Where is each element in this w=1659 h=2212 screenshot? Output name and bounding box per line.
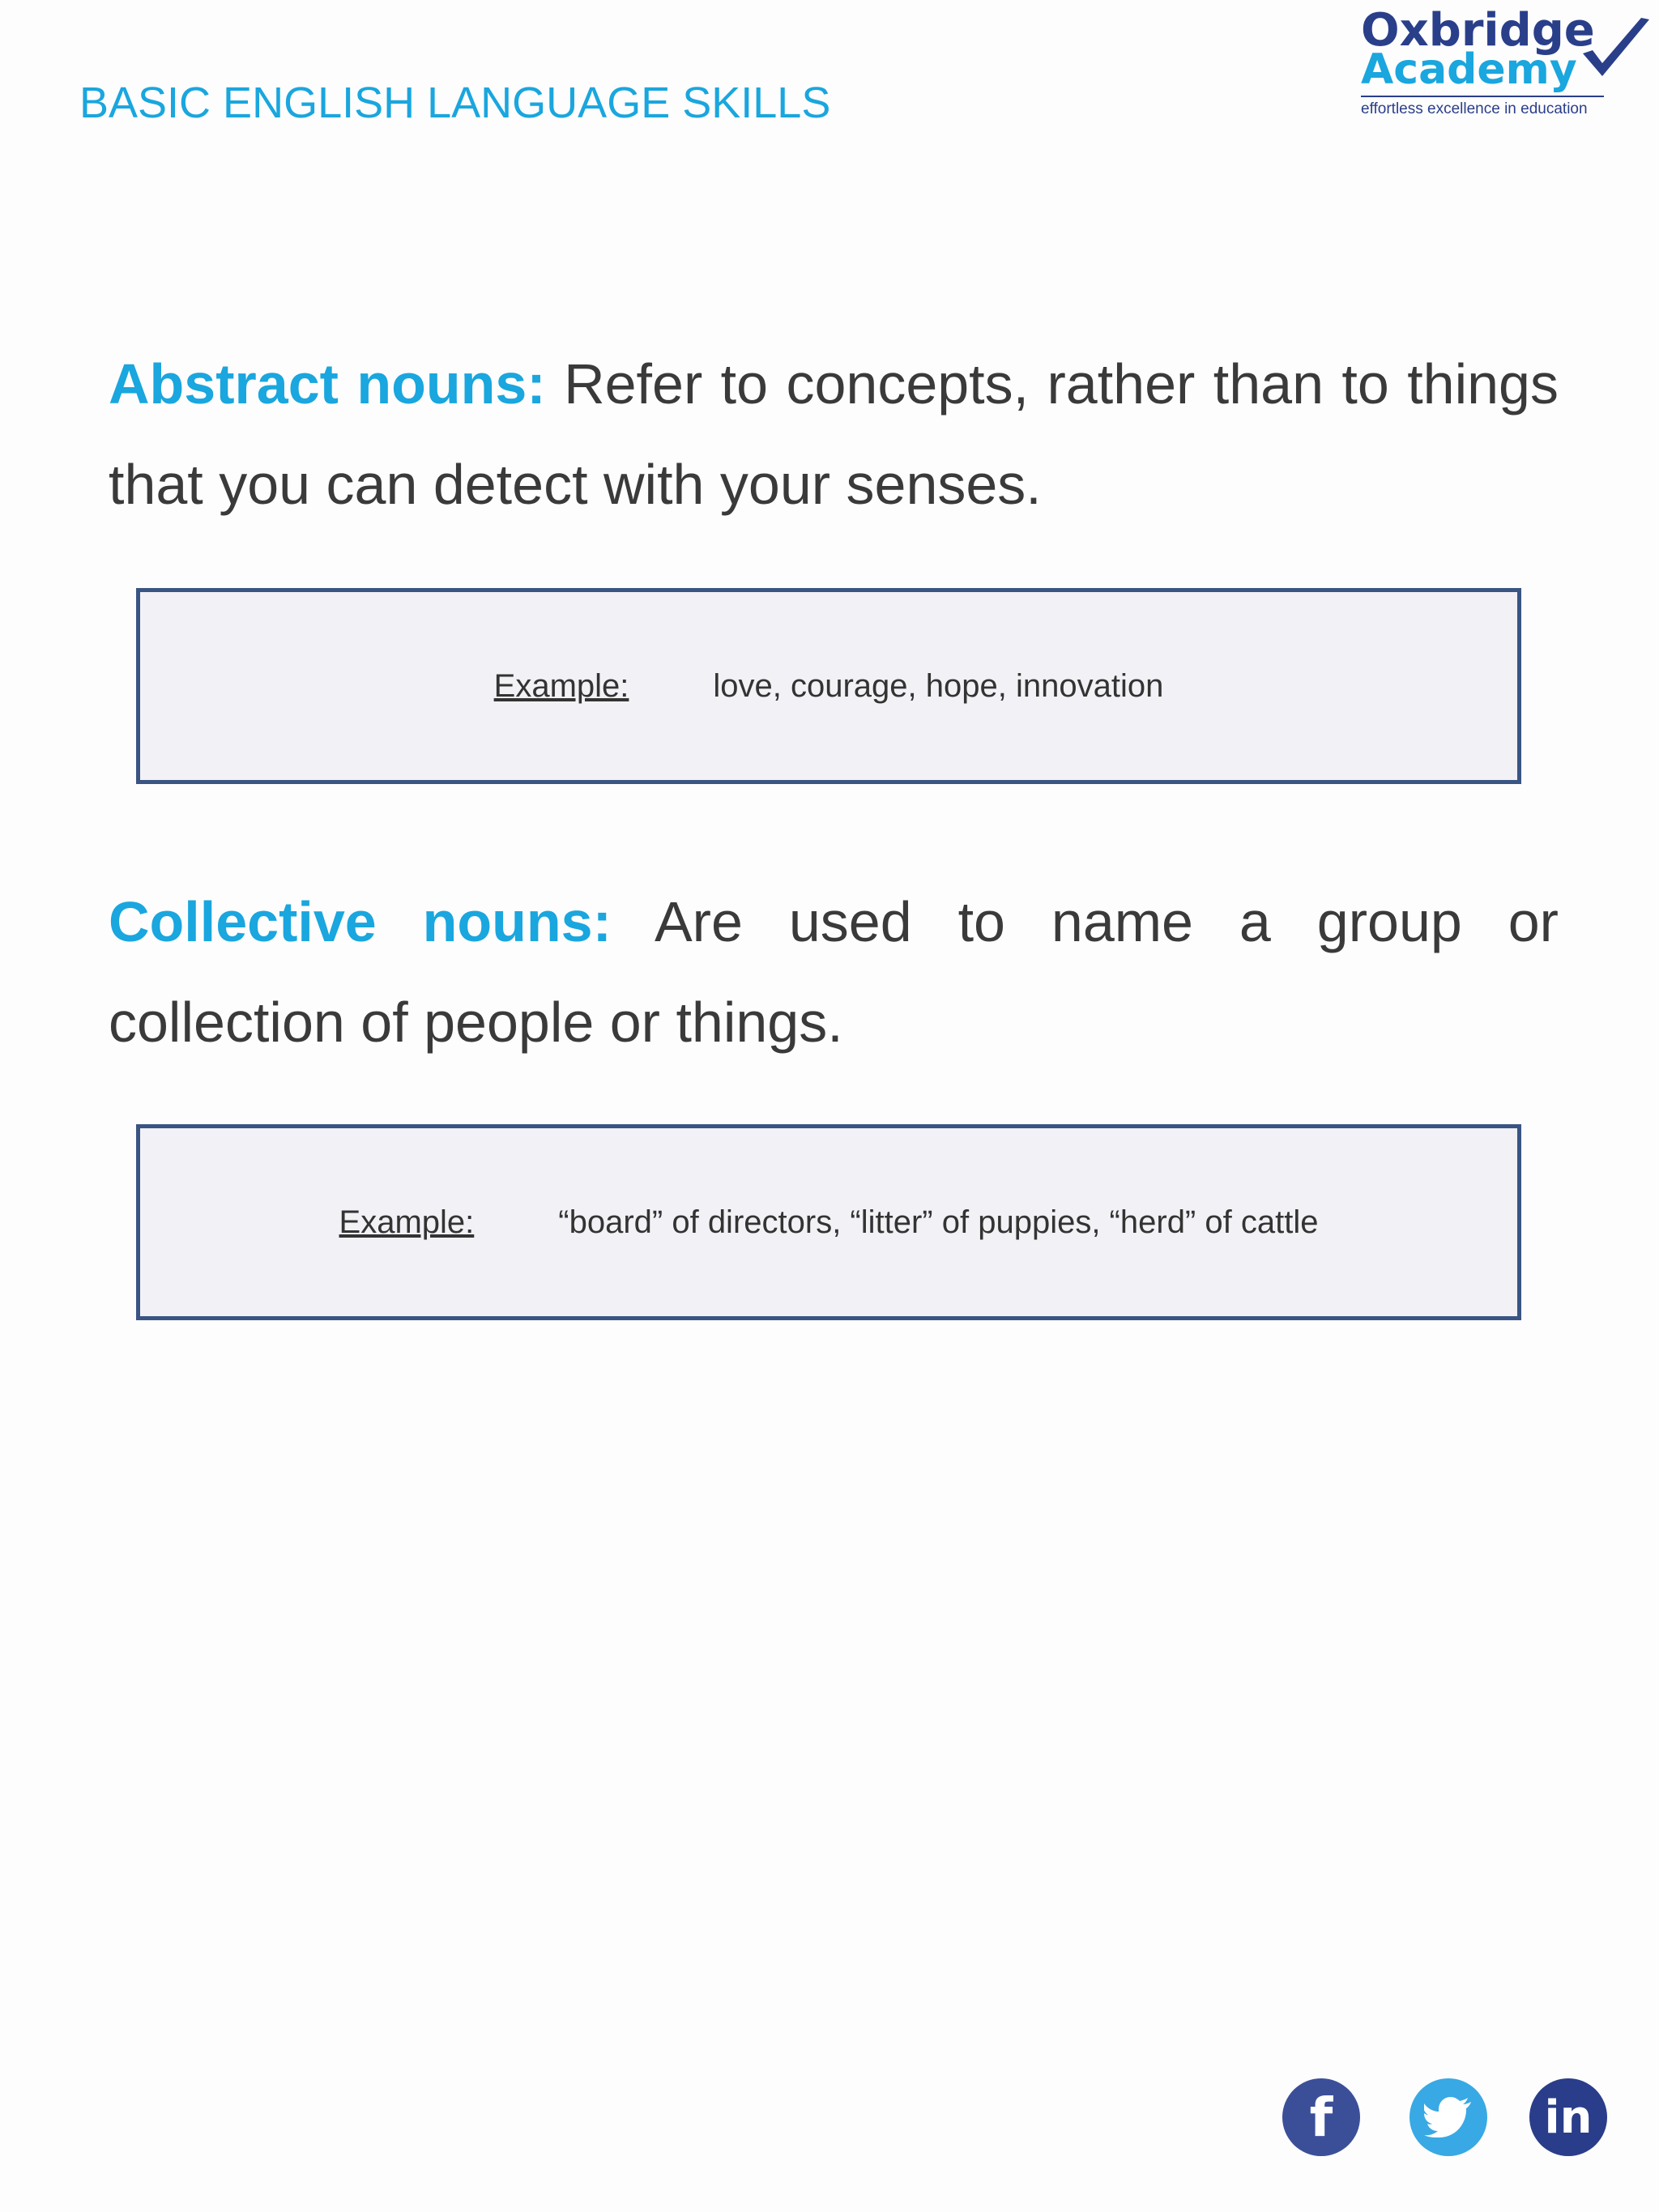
facebook-glyph: f bbox=[1309, 2086, 1333, 2149]
checkmark-icon bbox=[1578, 15, 1653, 89]
abstract-nouns-term: Abstract nouns: bbox=[109, 352, 546, 416]
example-label: Example: bbox=[339, 1204, 475, 1240]
collective-nouns-term: Collective nouns: bbox=[109, 890, 612, 953]
linkedin-icon[interactable] bbox=[1529, 2078, 1607, 2156]
logo-text-line2: Academy bbox=[1361, 45, 1577, 94]
example-text: love, courage, hope, innovation bbox=[713, 667, 1164, 704]
collective-nouns-text: Are used to name a group or collection of people or things. bbox=[109, 890, 1559, 1054]
collective-nouns-example-box bbox=[136, 1124, 1521, 1320]
twitter-icon[interactable] bbox=[1410, 2078, 1487, 2156]
abstract-nouns-text: Refer to concepts, rather than to things that you can detect with your senses. bbox=[109, 352, 1559, 516]
logo[interactable] bbox=[1359, 6, 1655, 120]
page-title: BASIC ENGLISH LANGUAGE SKILLS bbox=[79, 79, 831, 127]
abstract-nouns-example-box bbox=[136, 588, 1521, 784]
logo-text-line1: Oxbridge bbox=[1361, 4, 1595, 57]
linkedin-glyph: in bbox=[1544, 2091, 1593, 2144]
collective-nouns-definition bbox=[109, 872, 1559, 1072]
facebook-icon[interactable] bbox=[1282, 2078, 1360, 2156]
abstract-nouns-definition bbox=[109, 334, 1559, 535]
logo-tagline: effortless excellence in education bbox=[1361, 100, 1588, 117]
logo-divider bbox=[1361, 96, 1604, 97]
example-label: Example: bbox=[493, 667, 629, 704]
twitter-bird-icon bbox=[1424, 2097, 1473, 2137]
example-text: “board” of directors, “litter” of puppies, “herd” of cattle bbox=[558, 1204, 1319, 1240]
